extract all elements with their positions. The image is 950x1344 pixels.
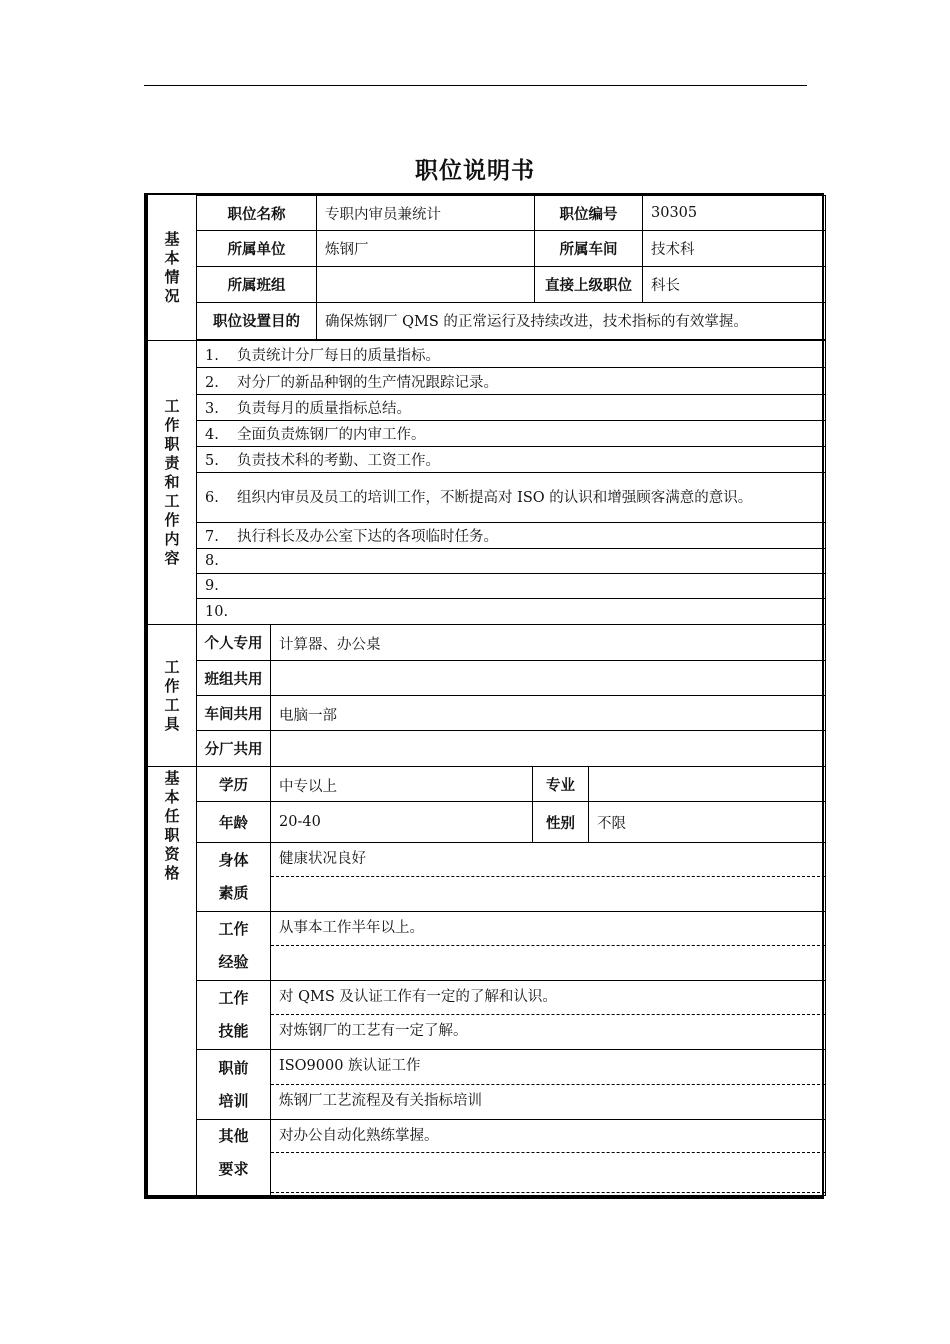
qualifications-grid <box>196 766 826 1195</box>
unit-label: 所属单位 <box>197 231 317 267</box>
qualification-block: 其他 要求 对办公自动化熟练掌握。 <box>197 1120 826 1196</box>
purpose-label: 职位设置目的 <box>197 302 317 339</box>
qualification-line <box>271 946 825 980</box>
qualification-line: ISO9000 族认证工作 <box>271 1050 825 1085</box>
qualification-line <box>271 877 825 911</box>
tool-label-team: 班组共用 <box>197 661 271 696</box>
position-name-label: 职位名称 <box>197 196 317 231</box>
header-rule <box>144 85 807 86</box>
gender-label: 性别 <box>533 802 589 843</box>
duty-item: 9. <box>197 574 826 599</box>
document-title: 职位说明书 <box>415 158 535 184</box>
duty-item: 4. 全面负责炼钢厂的内审工作。 <box>197 421 826 447</box>
qualification-line: 对办公自动化熟练掌握。 <box>271 1120 825 1153</box>
gender-value: 不限 <box>589 802 826 843</box>
tool-label-plant: 分厂共用 <box>197 731 271 767</box>
tool-value-personal: 计算器、办公桌 <box>271 625 826 661</box>
qualification-line: 从事本工作半年以上。 <box>271 912 825 946</box>
duties-list <box>196 340 826 624</box>
workshop-label: 所属车间 <box>535 231 643 267</box>
age-value: 20-40 <box>271 802 533 843</box>
workshop-value: 技术科 <box>643 231 826 267</box>
tools-section <box>144 624 826 766</box>
duties-side-label: 工作职责和工作内容 <box>148 340 196 624</box>
qualification-line: 对 QMS 及认证工作有一定的了解和认识。 <box>271 981 825 1015</box>
superior-value: 科长 <box>643 267 826 302</box>
team-value <box>317 267 535 302</box>
qualification-line: 炼钢厂工艺流程及有关指标培训 <box>279 1092 482 1109</box>
basic-info-side-label: 基本情况 <box>164 229 180 305</box>
tool-value-team <box>271 661 826 696</box>
purpose-value: 确保炼钢厂 QMS 的正常运行及持续改进，技术指标的有效掌握。 <box>317 302 826 339</box>
qualifications-side-label: 基本 任职资格 <box>148 766 196 906</box>
position-code-label: 职位编号 <box>535 196 643 231</box>
duty-item: 1. 负责统计分厂每日的质量指标。 <box>197 341 826 368</box>
tools-grid <box>196 624 826 766</box>
major-value <box>589 767 826 802</box>
tool-label-personal: 个人专用 <box>197 625 271 661</box>
unit-value: 炼钢厂 <box>317 231 535 267</box>
duty-item: 8. <box>197 549 826 574</box>
tool-value-plant <box>271 731 826 767</box>
qualifications-section <box>144 766 826 1195</box>
duty-item: 7. 执行科长及办公室下达的各项临时任务。 <box>197 523 826 549</box>
age-label: 年龄 <box>197 802 271 843</box>
qualification-block: 工作 技能 对 QMS 及认证工作有一定的了解和认识。 对炼钢厂的工艺有一定了解。 <box>197 981 826 1050</box>
position-code-value: 30305 <box>643 196 826 231</box>
qualification-line <box>271 1153 825 1193</box>
qualification-block: 职前 培训 ISO9000 族认证工作 炼钢厂工艺流程及有关指标培训 <box>197 1050 826 1120</box>
basic-info-section <box>144 195 826 340</box>
duty-item: 5. 负责技术科的考勤、工资工作。 <box>197 447 826 473</box>
team-label: 所属班组 <box>197 267 317 302</box>
tool-value-workshop: 电脑一部 <box>271 696 826 731</box>
tools-side-label: 工作工具 <box>148 624 196 766</box>
qualification-line: 健康状况良好 <box>271 843 825 877</box>
duty-item: 10. <box>197 599 826 625</box>
education-value: 中专以上 <box>271 767 533 802</box>
duties-section <box>144 340 826 624</box>
duty-item: 2. 对分厂的新品种钢的生产情况跟踪记录。 <box>197 368 826 395</box>
major-label: 专业 <box>533 767 589 802</box>
position-name-value: 专职内审员兼统计 <box>317 196 535 231</box>
qualification-block: 身体 素质 健康状况良好 <box>197 843 826 912</box>
qualification-line: 对炼钢厂的工艺有一定了解。 <box>279 1023 468 1039</box>
tool-label-workshop: 车间共用 <box>197 696 271 731</box>
duty-item: 6. 组织内审员及员工的培训工作，不断提高对 ISO 的认识和增强顾客满意的意识。 <box>197 473 826 523</box>
basic-info-grid <box>196 195 826 340</box>
education-label: 学历 <box>197 767 271 802</box>
duty-item: 3. 负责每月的质量指标总结。 <box>197 395 826 421</box>
superior-label: 直接上级职位 <box>535 267 643 302</box>
qualification-block: 工作 经验 从事本工作半年以上。 <box>197 912 826 981</box>
